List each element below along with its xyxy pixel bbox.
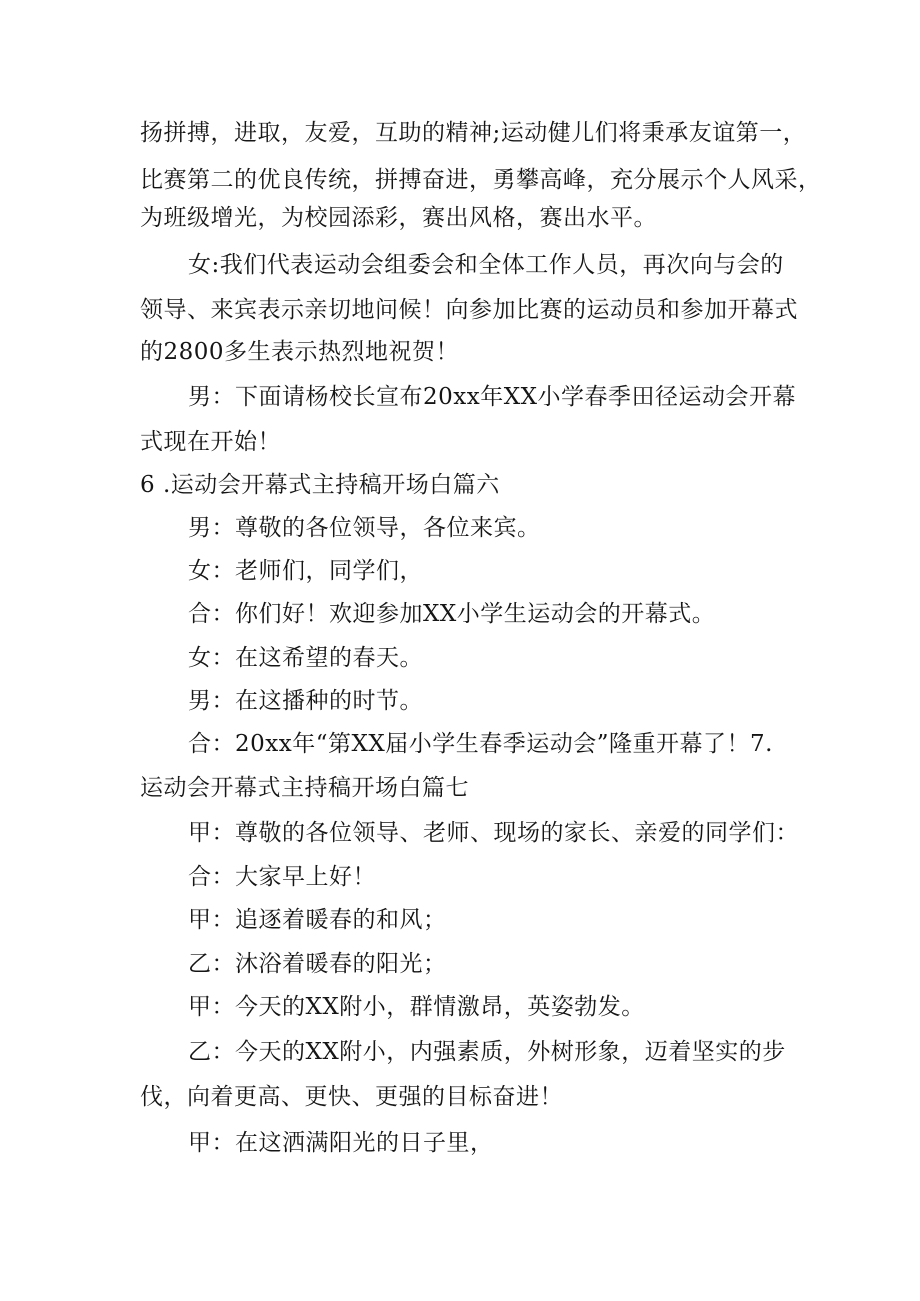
dialogue-line: 男：尊敬的各位领导，各位来宾。: [188, 515, 541, 541]
section-heading: 6 .运动会开幕式主持稿开场白篇六: [140, 472, 500, 498]
dialogue-line: 甲：今天的XX附小，群情激昂，英姿勃发。: [188, 994, 645, 1020]
paragraph-line: 男：下面请杨校长宣布20xx年XX小学春季田径运动会开幕: [188, 384, 796, 410]
dialogue-line: 男：在这播种的时节。: [188, 688, 423, 714]
paragraph-line: 为班级增光，为校园添彩，赛出风格，赛出水平。: [140, 205, 657, 231]
paragraph-line: 的2800多生表示热烈地祝贺！: [140, 339, 460, 365]
dialogue-line: 女：在这希望的春天。: [188, 645, 423, 671]
paragraph-line: 式现在开始！: [140, 429, 281, 455]
dialogue-line: 甲：在这洒满阳光的日子里，: [188, 1130, 494, 1156]
dialogue-line: 合：20xx年“第XX届小学生春季运动会”隆重开幕了！7.: [188, 731, 773, 757]
paragraph-line: 扬拼搏，进取，友爱，互助的精神;运动健儿们将秉承友谊第一，: [140, 120, 807, 146]
paragraph-line: 女:我们代表运动会组委会和全体工作人员，再次向与会的: [188, 252, 784, 278]
dialogue-line: 乙：沐浴着暖春的阳光；: [188, 951, 447, 977]
dialogue-line: 合：大家早上好！: [188, 864, 376, 890]
section-heading: 运动会开幕式主持稿开场白篇七: [140, 775, 469, 801]
dialogue-line: 甲：尊敬的各位领导、老师、现场的家长、亲爱的同学们：: [188, 820, 799, 846]
dialogue-line: 合：你们好！欢迎参加XX小学生运动会的开幕式。: [188, 601, 716, 627]
dialogue-line: 乙：今天的XX附小，内强素质，外树形象，迈着坚实的步: [188, 1039, 786, 1065]
paragraph-line: 领导、来宾表示亲切地问候！向参加比赛的运动员和参加开幕式: [140, 297, 798, 323]
dialogue-line: 甲：追逐着暖春的和风；: [188, 907, 447, 933]
dialogue-line: 女：老师们，同学们，: [188, 558, 423, 584]
paragraph-line: 伐，向着更高、更快、更强的目标奋进！: [140, 1084, 563, 1110]
paragraph-line: 比赛第二的优良传统，拼搏奋进，勇攀高峰，充分展示个人风采，: [140, 167, 822, 193]
